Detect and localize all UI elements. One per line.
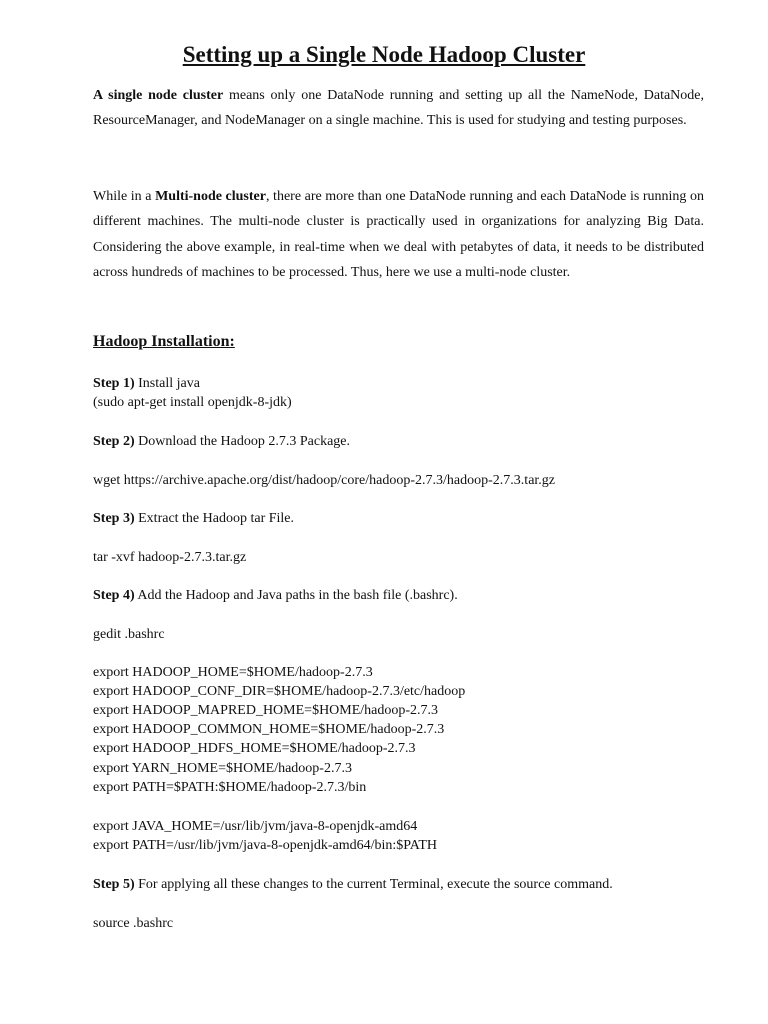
java-export-line: export PATH=/usr/lib/jvm/java-8-openjdk-amd64/bin:$PATH: [93, 838, 438, 853]
page-title: Setting up a Single Node Hadoop Cluster: [182, 42, 586, 67]
intro-paragraph: [93, 83, 704, 134]
section-heading: Hadoop Installation:: [93, 333, 235, 350]
step4-line: [93, 586, 458, 605]
step2-line: [93, 432, 350, 451]
export-line: export HADOOP_HDFS_HOME=$HOME/hadoop-2.7.3: [93, 741, 416, 756]
step1-text: Install java: [134, 376, 200, 391]
multi-bold-term: Multi-node cluster: [155, 189, 266, 204]
multi-pre-text: While in a: [93, 189, 156, 204]
export-line: export YARN_HOME=$HOME/hadoop-2.7.3: [93, 761, 352, 776]
export-line: export HADOOP_COMMON_HOME=$HOME/hadoop-2.7.3: [93, 722, 445, 737]
step4-label: Step 4): [93, 588, 135, 603]
step2-command: wget https://archive.apache.org/dist/hadoop/core/hadoop-2.7.3/hadoop-2.7.3.tar.gz: [93, 473, 556, 488]
step1-label: Step 1): [93, 376, 135, 391]
intro-text: means only one DataNode running and setting up all the NameNode, DataNode, ResourceManager, and NodeManager on a single machine. This is used for studying and testing purposes.: [93, 88, 705, 129]
step5-command: source .bashrc: [93, 916, 174, 931]
step4-text: Add the Hadoop and Java paths in the bash file (.bashrc).: [134, 588, 458, 603]
export-line: export HADOOP_CONF_DIR=$HOME/hadoop-2.7.3/etc/hadoop: [93, 684, 466, 699]
intro-bold-term: A single node cluster: [93, 88, 224, 103]
step1-line: [93, 374, 200, 393]
export-line: export HADOOP_HOME=$HOME/hadoop-2.7.3: [93, 665, 373, 680]
export-line: export HADOOP_MAPRED_HOME=$HOME/hadoop-2.7.3: [93, 703, 439, 718]
export-line: export PATH=$PATH:$HOME/hadoop-2.7.3/bin: [93, 780, 367, 795]
multi-node-paragraph: [93, 184, 704, 285]
step3-command: tar -xvf hadoop-2.7.3.tar.gz: [93, 550, 247, 565]
step2-text: Download the Hadoop 2.7.3 Package.: [134, 434, 351, 449]
multi-text: , there are more than one DataNode running and each DataNode is running on different machines. The multi-node cluster is practically used in organizations for analyzing Big Data. Considering the above example, in real-time when we deal with petabytes of data, it needs to be distributed across hundreds of machines to be processed. Thus, here we use a multi-node cluster.: [93, 189, 704, 280]
step4-command: gedit .bashrc: [93, 627, 165, 642]
step5-line: [93, 875, 613, 894]
step1-sub: (sudo apt-get install openjdk-8-jdk): [93, 395, 292, 410]
step2-label: Step 2): [93, 434, 135, 449]
java-export-line: export JAVA_HOME=/usr/lib/jvm/java-8-openjdk-amd64: [93, 819, 418, 834]
step3-text: Extract the Hadoop tar File.: [134, 511, 295, 526]
step5-text: For applying all these changes to the current Terminal, execute the source command.: [134, 877, 613, 892]
step3-label: Step 3): [93, 511, 135, 526]
step3-line: [93, 509, 294, 528]
step5-label: Step 5): [93, 877, 135, 892]
